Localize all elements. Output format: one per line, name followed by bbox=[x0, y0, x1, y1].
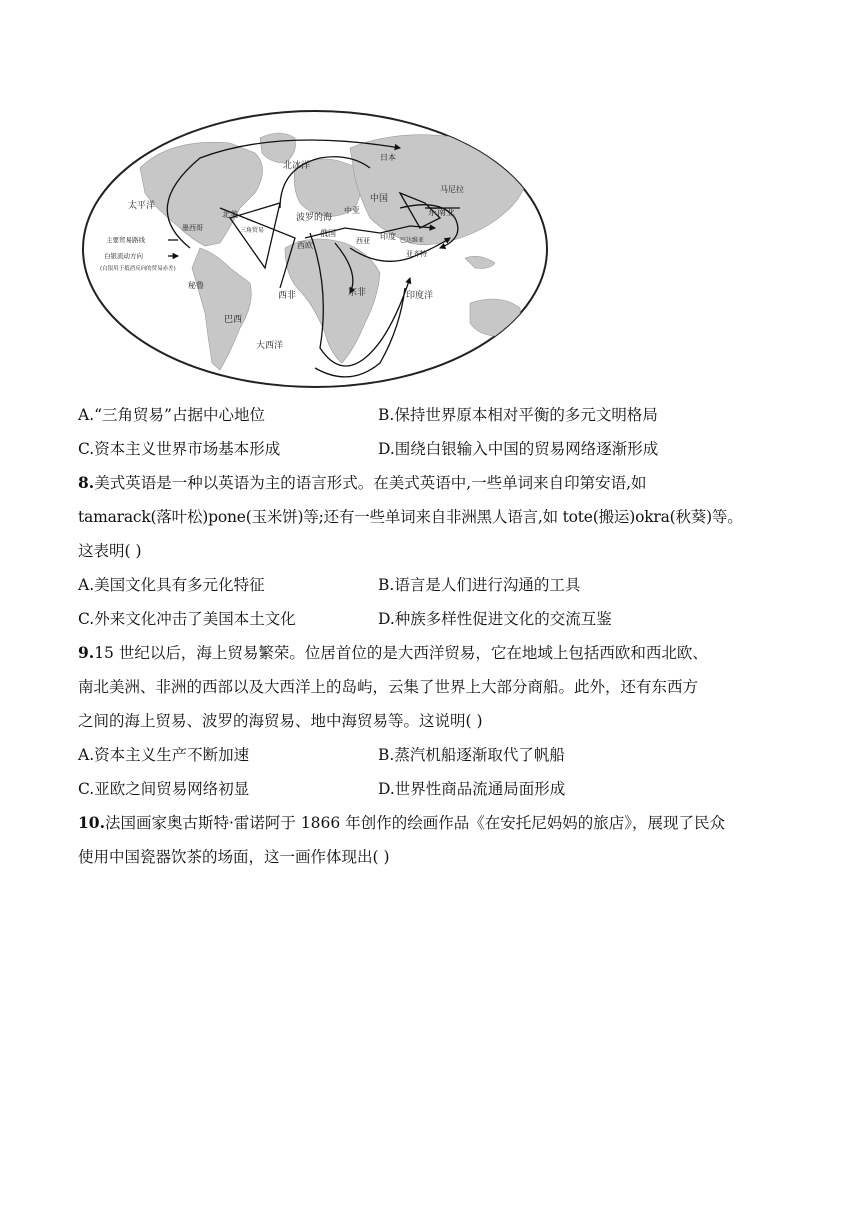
q9-option-a[interactable]: A.资本主义生产不断加速 bbox=[78, 746, 250, 764]
q7-option-d[interactable]: D.围绕白银输入中国的贸易网络逐渐形成 bbox=[378, 440, 659, 458]
label-southeast-asia: 东南亚 bbox=[428, 208, 456, 218]
label-china: 中国 bbox=[370, 194, 389, 204]
label-triangle-trade: 三角贸易 bbox=[240, 227, 265, 234]
label-central-asia: 中亚 bbox=[344, 206, 360, 215]
label-india: 印度 bbox=[380, 232, 396, 241]
label-legend-route: 主要贸易路线 bbox=[106, 236, 145, 244]
q9-text-1: 15 世纪以后，海上贸易繁荣。位居首位的是大西洋贸易，它在地域上包括西欧和西北欧、 bbox=[94, 644, 708, 662]
label-atlantic-ocean: 大西洋 bbox=[256, 341, 284, 351]
q9-option-c[interactable]: C.亚欧之间贸易网络初显 bbox=[78, 780, 250, 798]
label-west-asia: 西亚 bbox=[356, 237, 370, 245]
label-russia: 俄国 bbox=[320, 229, 336, 238]
q8-text-1: 美式英语是一种以英语为主的语言形式。在美式英语中,一些单词来自印第安语,如 bbox=[94, 474, 647, 492]
q9-number: 9. bbox=[78, 643, 95, 662]
q7-option-b[interactable]: B.保持世界原本相对平衡的多元文明格局 bbox=[378, 406, 658, 424]
q9-stem-line3: 之间的海上贸易、波罗的海贸易、地中海贸易等。这说明( ) bbox=[78, 712, 483, 730]
q9-stem-line2: 南北美洲、非洲的西部以及大西洋上的岛屿，云集了世界上大部分商船。此外，还有东西方 bbox=[78, 678, 699, 696]
q9-stem-line1 bbox=[78, 636, 708, 670]
label-legend-silver-note: (白银用于抵消反向的贸易赤差) bbox=[100, 266, 176, 272]
q8-option-d[interactable]: D.种族多样性促进文化的交流互鉴 bbox=[378, 610, 612, 628]
label-aceh: 亚齐特 bbox=[406, 250, 427, 258]
label-arctic-ocean: 北冰洋 bbox=[283, 161, 311, 171]
q8-stem-line2: tamarack(落叶松)pone(玉米饼)等;还有一些单词来自非洲黑人语言,如 tote(搬运)okra(秋葵)等。 bbox=[78, 508, 743, 526]
q10-text-1: 法国画家奥古斯特·雷诺阿于 1866 年创作的绘画作品《在安托尼妈妈的旅店》，展现了民众 bbox=[104, 814, 725, 832]
world-trade-map bbox=[80, 108, 550, 390]
label-north-america: 北美 bbox=[222, 210, 238, 219]
label-indian-ocean: 印度洋 bbox=[406, 291, 434, 301]
q8-option-c[interactable]: C.外来文化冲击了美国本土文化 bbox=[78, 610, 296, 628]
q9-option-d[interactable]: D.世界性商品流通局面形成 bbox=[378, 780, 566, 798]
label-baltic-sea: 波罗的海 bbox=[296, 213, 333, 223]
label-legend-silver: 白银流动方向 bbox=[104, 252, 143, 260]
label-japan: 日本 bbox=[380, 153, 396, 162]
label-western-europe: 西欧 bbox=[297, 241, 313, 250]
q9-option-b[interactable]: B.蒸汽机船逐渐取代了帆船 bbox=[378, 746, 565, 764]
q10-stem-line1 bbox=[78, 806, 725, 840]
q10-stem-line2: 使用中国瓷器饮茶的场面，这一画作体现出( ) bbox=[78, 848, 390, 866]
label-brazil: 巴西 bbox=[224, 315, 243, 325]
q8-number: 8. bbox=[78, 473, 95, 492]
q8-stem-line3: 这表明( ) bbox=[78, 542, 142, 560]
label-pacific-ocean: 太平洋 bbox=[128, 201, 156, 211]
q7-option-a[interactable]: A.“三角贸易”占据中心地位 bbox=[78, 406, 265, 424]
q8-option-b[interactable]: B.语言是人们进行沟通的工具 bbox=[378, 576, 581, 594]
q7-option-c[interactable]: C.资本主义世界市场基本形成 bbox=[78, 440, 281, 458]
q8-stem-line1 bbox=[78, 466, 647, 500]
label-east-africa: 东非 bbox=[348, 288, 367, 298]
q10-number: 10. bbox=[78, 813, 105, 832]
label-mexico: 墨西哥 bbox=[182, 224, 203, 232]
label-west-africa: 西非 bbox=[278, 291, 297, 301]
label-batavia: 巴达维亚 bbox=[400, 237, 425, 244]
q8-option-a[interactable]: A.美国文化具有多元化特征 bbox=[78, 576, 265, 594]
australia-landmass bbox=[470, 299, 520, 336]
label-manila: 马尼拉 bbox=[440, 185, 464, 194]
label-peru: 秘鲁 bbox=[188, 281, 204, 290]
